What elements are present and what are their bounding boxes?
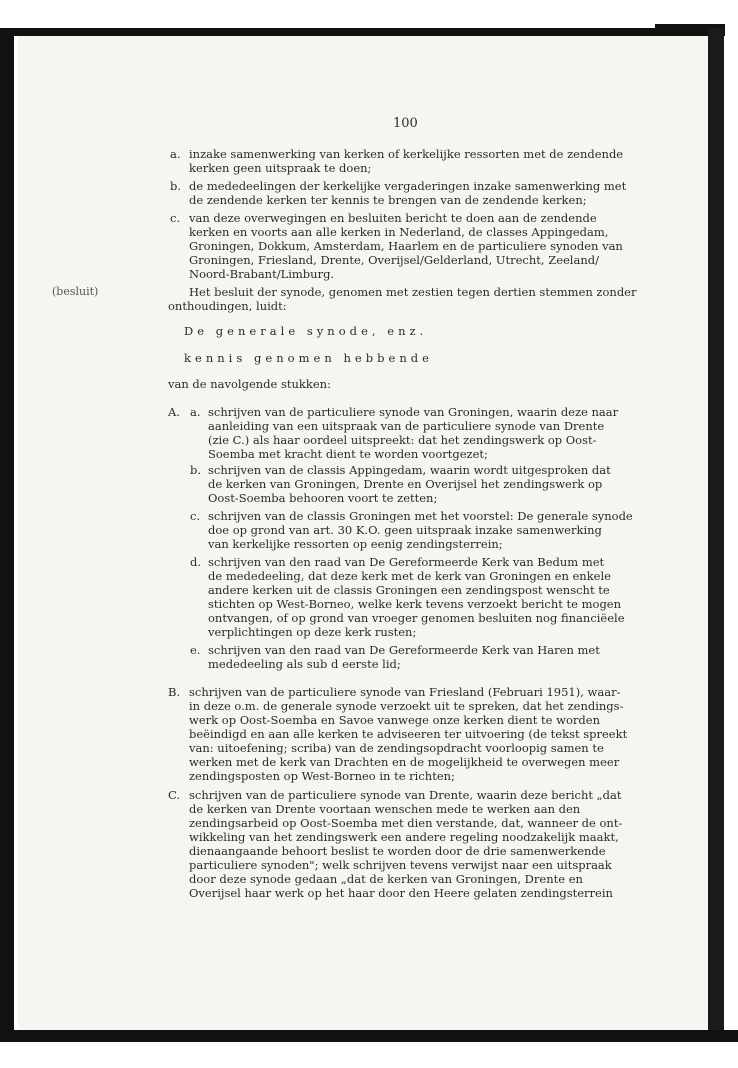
decision-line: onthoudingen, luidt: xyxy=(168,299,287,313)
section-a-label: A. xyxy=(168,405,180,419)
section-a-item-e-line: schrijven van den raad van De Gereformeerde Kerk van Haren met xyxy=(208,643,600,657)
section-a-item-b-line: schrijven van de classis Appingedam, waarin wordt uitgesproken dat xyxy=(208,463,611,477)
section-a-item-a-line: aanleiding van een uitspraak van de particuliere synode van Drente xyxy=(208,419,605,433)
section-b-label: B. xyxy=(168,685,181,699)
section-a-item-c-line: doe op grond van art. 30 K.O. geen uitspraak inzake samenwerking xyxy=(208,523,602,537)
section-c-line: wikkeling van het zendingswerk een andere regeling noodzakelijk maakt, xyxy=(189,830,619,844)
section-a-item-d-line: schrijven van den raad van De Gereformeerde Kerk van Bedum met xyxy=(208,555,605,569)
decision-line: Het besluit der synode, genomen met zestien tegen dertien stemmen zonder xyxy=(189,285,637,299)
intro-item-a-line: inzake samenwerking van kerken of kerkelijke ressorten met de zendende xyxy=(189,147,624,161)
section-a-item-d-line: verplichtingen op deze kerk rusten; xyxy=(208,625,417,639)
scan-border-left xyxy=(0,28,14,1042)
section-c-line: de kerken van Drente voortaan wenschen mede te werken aan den xyxy=(189,802,581,816)
margin-note: (besluit) xyxy=(52,285,99,298)
section-c-line: dienaangaande behoort beslist te worden door de drie samenwerkende xyxy=(189,844,606,858)
intro-item-b-line: de mededeelingen der kerkelijke vergaderingen inzake samenwerking met xyxy=(189,179,627,193)
section-a-item-b-label: b. xyxy=(190,463,202,477)
section-b-line: beëindigd en aan alle kerken te adviseeren ter uitvoering (de tekst spreekt xyxy=(189,727,628,741)
section-a-item-a-line: schrijven van de particuliere synode van Groningen, waarin deze naar xyxy=(208,405,619,419)
section-a-item-c-label: c. xyxy=(190,509,201,523)
intro-item-c-line: Groningen, Dokkum, Amsterdam, Haarlem en de particuliere synoden van xyxy=(189,239,623,253)
section-a-item-a-label: a. xyxy=(190,405,201,419)
section-c-label: C. xyxy=(168,788,181,802)
intro-item-a-line: kerken geen uitspraak te doen; xyxy=(189,161,372,175)
page-number: 100 xyxy=(393,116,418,131)
section-b-line: zendingsposten op West-Borneo in te richten; xyxy=(189,769,455,783)
intro-item-a-label: a. xyxy=(170,147,181,161)
section-b-line: werken met de kerk van Drachten en de mogelijkheid te overwegen meer xyxy=(189,755,620,769)
intro-item-b-line: de zendende kerken ter kennis te brengen van de zendende kerken; xyxy=(189,193,587,207)
scan-border-bottom xyxy=(0,1030,738,1042)
section-a-item-d-label: d. xyxy=(190,555,202,569)
section-a-item-d-line: de mededeeling, dat deze kerk met de kerk van Groningen en enkele xyxy=(208,569,611,583)
intro-item-c-line: Groningen, Friesland, Drente, Overijsel/Gelderland, Utrecht, Zeeland/ xyxy=(189,253,599,267)
section-a-item-e-label: e. xyxy=(190,643,201,657)
intro-item-c-line: van deze overwegingen en besluiten bericht te doen aan de zendende xyxy=(189,211,597,225)
intro-item-b-label: b. xyxy=(170,179,182,193)
section-a-item-d-line: stichten op West-Borneo, welke kerk tevens verzoekt bericht te mogen xyxy=(208,597,622,611)
following-line: van de navolgende stukken: xyxy=(168,377,331,391)
intro-item-c-line: Noord-Brabant/Limburg. xyxy=(189,267,335,281)
section-c-line: schrijven van de particuliere synode van Drente, waarin deze bericht „dat xyxy=(189,788,622,802)
section-a-item-c-line: schrijven van de classis Groningen met het voorstel: De generale synode xyxy=(208,509,633,523)
section-c-line: door deze synode gedaan „dat de kerken van Groningen, Drente en xyxy=(189,872,583,886)
synod-heading: De generale synode, enz. xyxy=(184,324,428,338)
section-a-item-e-line: mededeeling als sub d eerste lid; xyxy=(208,657,401,671)
section-b-line: schrijven van de particuliere synode van Friesland (Februari 1951), waar- xyxy=(189,685,621,699)
scan-border-top xyxy=(0,28,724,36)
section-a-item-c-line: van kerkelijke ressorten op eenig zendingsterrein; xyxy=(208,537,503,551)
section-c-line: zendingsarbeid op Oost-Soemba met dien verstande, dat, wanneer de ont- xyxy=(189,816,623,830)
section-b-line: van: uitoefening; scriba) van de zendingsopdracht voorloopig samen te xyxy=(189,741,604,755)
section-a-item-a-line: Soemba met kracht dient te worden voortgezet; xyxy=(208,447,488,461)
section-a-item-d-line: ontvangen, of op grond van vroeger genomen besluiten nog financiëele xyxy=(208,611,625,625)
section-a-item-b-line: de kerken van Groningen, Drente en Overijsel het zendingswerk op xyxy=(208,477,603,491)
intro-item-c-label: c. xyxy=(170,211,181,225)
intro-item-c-line: kerken en voorts aan alle kerken in Nederland, de classes Appingedam, xyxy=(189,225,609,239)
section-b-line: werk op Oost-Soemba en Savoe vanwege onze kerken dient te worden xyxy=(189,713,600,727)
noted-heading: kennis genomen hebbende xyxy=(184,351,433,365)
section-c-line: particuliere synoden"; welk schrijven tevens verwijst naar een uitspraak xyxy=(189,858,612,872)
section-a-item-d-line: andere kerken uit de classis Groningen een zendingspost wenscht te xyxy=(208,583,610,597)
section-a-item-a-line: (zie C.) als haar oordeel uitspreekt: dat het zendingswerk op Oost- xyxy=(208,433,597,447)
section-c-line: Overijsel haar werk op het haar door den Heere gelaten zendingsterrein xyxy=(189,886,613,900)
section-a-item-b-line: Oost-Soemba behooren voort te zetten; xyxy=(208,491,438,505)
section-b-line: in deze o.m. de generale synode verzoekt uit te spreken, dat het zendings- xyxy=(189,699,624,713)
scan-border-right xyxy=(708,28,724,1042)
